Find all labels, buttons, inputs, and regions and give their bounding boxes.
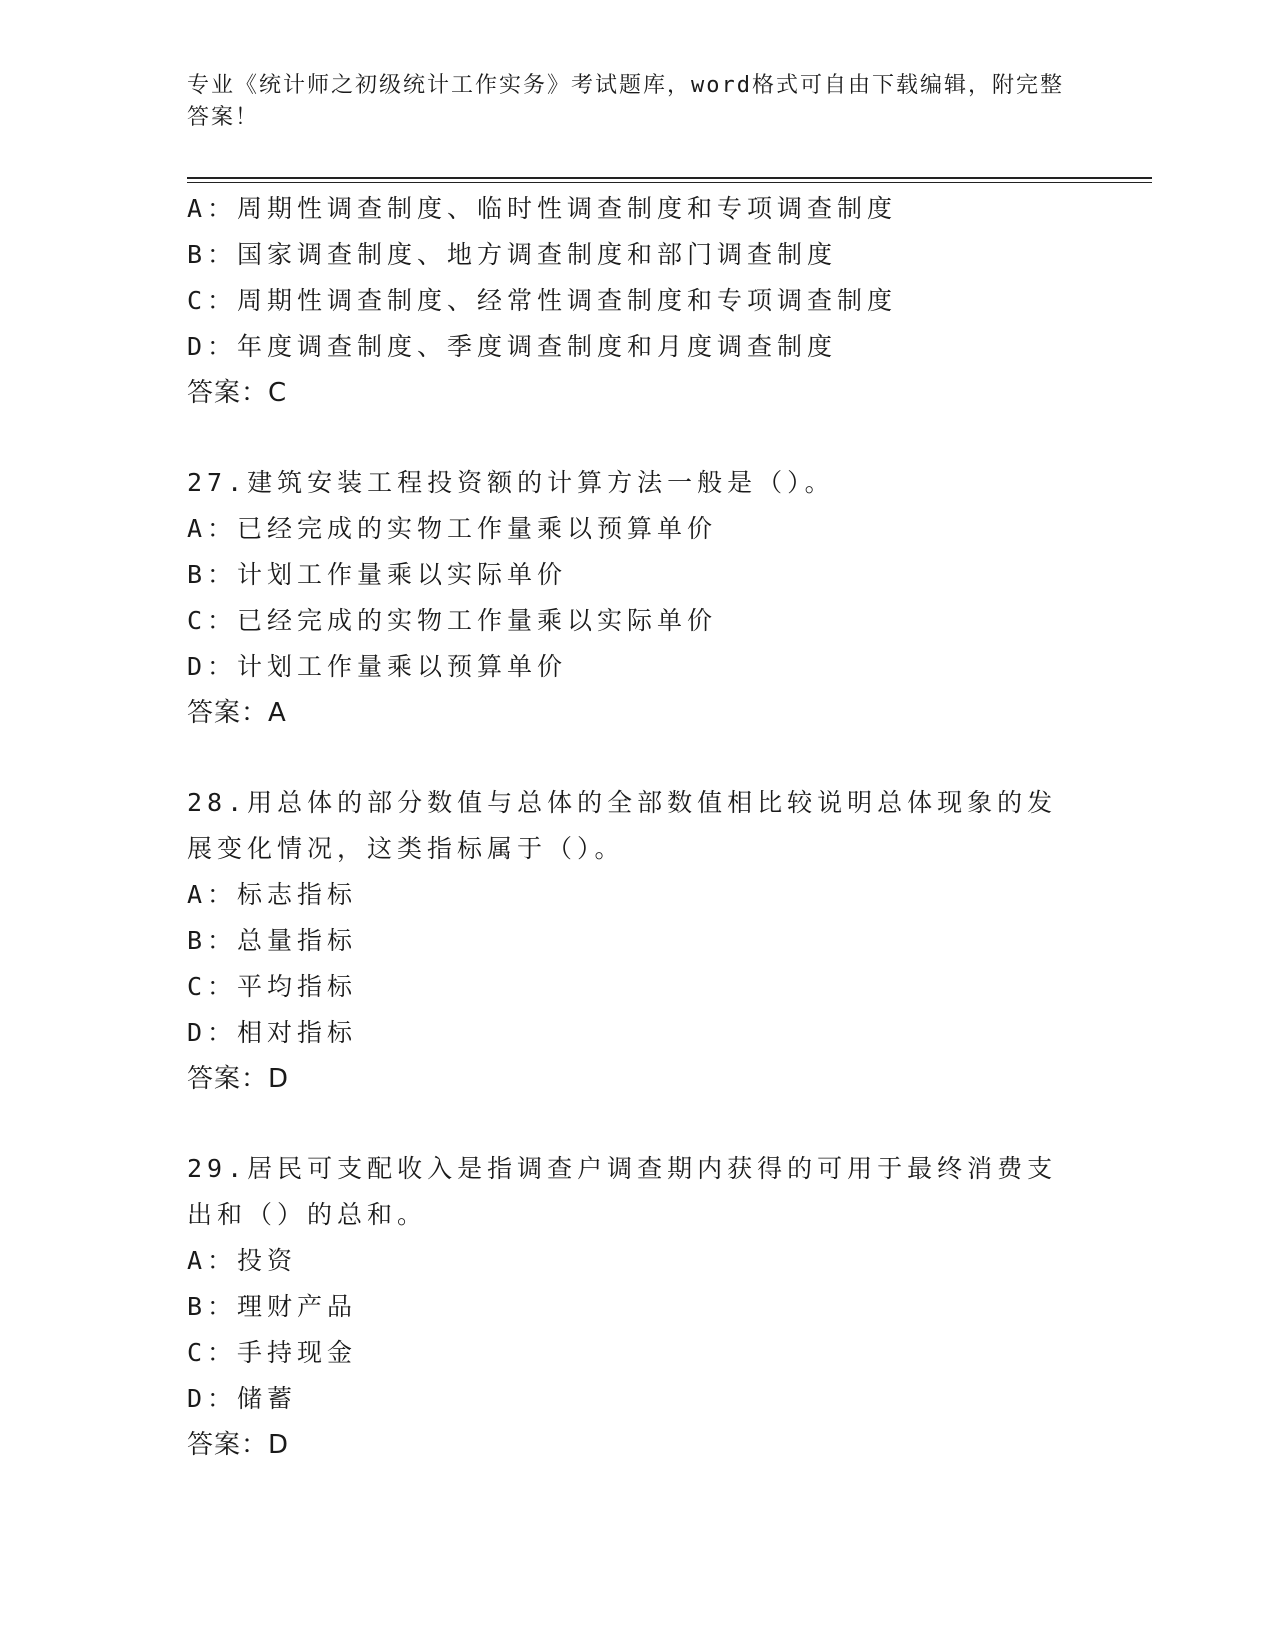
question-27 <box>187 460 1087 736</box>
answer-line: 答案：C <box>187 378 288 408</box>
answer-line: 答案：A <box>187 698 287 728</box>
question-29 <box>187 1146 1087 1468</box>
option-b: B：理财产品 <box>187 1292 358 1321</box>
option-d: D：储蓄 <box>187 1384 298 1413</box>
answer-line: 答案：D <box>187 1064 290 1094</box>
option-c: C：已经完成的实物工作量乘以实际单价 <box>187 606 718 635</box>
option-a: A：已经完成的实物工作量乘以预算单价 <box>187 514 718 543</box>
header-divider <box>187 177 1152 183</box>
answer-line: 答案：D <box>187 1430 290 1460</box>
document-header: 专业《统计师之初级统计工作实务》考试题库，word格式可自由下载编辑，附完整答案！ <box>187 73 1064 130</box>
question-28 <box>187 780 1087 1102</box>
previous-question-block <box>187 186 1087 416</box>
option-a: A：投资 <box>187 1246 298 1275</box>
option-b: B：计划工作量乘以实际单价 <box>187 560 568 589</box>
option-a: A：周期性调查制度、临时性调查制度和专项调查制度 <box>187 194 898 223</box>
option-b: B：总量指标 <box>187 926 358 955</box>
option-d: D：年度调查制度、季度调查制度和月度调查制度 <box>187 332 838 361</box>
option-b: B：国家调查制度、地方调查制度和部门调查制度 <box>187 240 838 269</box>
option-d: D：相对指标 <box>187 1018 358 1047</box>
option-c: C：周期性调查制度、经常性调查制度和专项调查制度 <box>187 286 898 315</box>
option-d: D：计划工作量乘以预算单价 <box>187 652 568 681</box>
option-a: A：标志指标 <box>187 880 358 909</box>
option-c: C：手持现金 <box>187 1338 358 1367</box>
question-list <box>187 186 1087 1468</box>
question-stem: 29.居民可支配收入是指调查户调查期内获得的可用于最终消费支出和（）的总和。 <box>187 1154 1058 1229</box>
question-stem: 28.用总体的部分数值与总体的全部数值相比较说明总体现象的发展变化情况，这类指标属于（）。 <box>187 788 1058 863</box>
question-stem: 27.建筑安装工程投资额的计算方法一般是（）。 <box>187 468 835 497</box>
option-c: C：平均指标 <box>187 972 358 1001</box>
